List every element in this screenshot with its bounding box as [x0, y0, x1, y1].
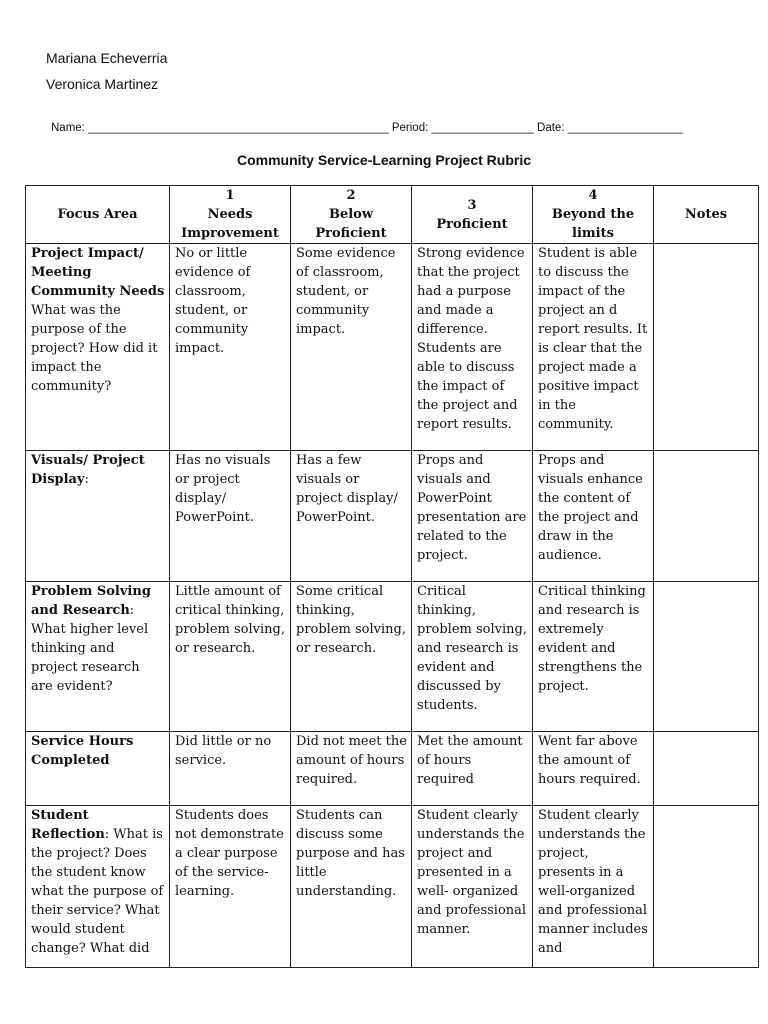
- table-row: [26, 806, 759, 968]
- notes-cell[interactable]: [654, 451, 759, 582]
- needs-improvement-cell: Has no visuals or project display/ PowerPoint.: [170, 451, 291, 582]
- focus-area-cell: [26, 732, 170, 806]
- focus-area-cell: [26, 244, 170, 451]
- column-label: Beyond the limits: [551, 207, 635, 241]
- needs-improvement-cell: Did little or no service.: [170, 732, 291, 806]
- column-number: 3: [467, 197, 477, 213]
- header-proficient: [412, 186, 533, 244]
- notes-cell[interactable]: [654, 806, 759, 968]
- column-label: Notes: [684, 207, 728, 222]
- notes-cell[interactable]: [654, 244, 759, 451]
- needs-improvement-cell: No or little evidence of classroom, student, or community impact.: [170, 244, 291, 451]
- author-name: Mariana Echeverria: [46, 50, 168, 66]
- focus-area-title: Project Impact/ Meeting Community Needs: [31, 246, 165, 299]
- proficient-cell: Props and visuals and PowerPoint presentation are related to the project.: [412, 451, 533, 582]
- column-number: 1: [225, 188, 235, 203]
- name-period-date-line: Name: _______________________________________________ Period: ________________ Date: __________________: [51, 122, 683, 134]
- proficient-cell: Met the amount of hours required: [412, 732, 533, 806]
- table-row: [26, 244, 759, 451]
- beyond-the-limits-cell: Student is able to discuss the impact of the project an d report results. It is clear that the project made a positive impact in the community.: [533, 244, 654, 451]
- focus-area-title: Service Hours Completed: [31, 734, 134, 768]
- beyond-the-limits-cell: Went far above the amount of hours required.: [533, 732, 654, 806]
- focus-area-question: :: [84, 472, 89, 487]
- author-name: Veronica Martinez: [46, 76, 159, 92]
- focus-area-cell: [26, 582, 170, 732]
- notes-cell[interactable]: [654, 732, 759, 806]
- header-notes: [654, 186, 759, 244]
- needs-improvement-cell: Little amount of critical thinking, problem solving, or research.: [170, 582, 291, 732]
- focus-area-cell: [26, 806, 170, 968]
- column-label: Below Proficient: [315, 207, 387, 241]
- header-below-proficient: [291, 186, 412, 244]
- column-number: 4: [588, 188, 598, 203]
- header-beyond-the-limits: [533, 186, 654, 244]
- header-focus-area: [26, 186, 170, 244]
- focus-area-question: What was the purpose of the project? How did it impact the community?: [31, 303, 158, 394]
- author-names: [46, 45, 167, 97]
- focus-area-question: : What higher level thinking and project research are evident?: [31, 603, 149, 694]
- table-row: [26, 582, 759, 732]
- document-title: Community Service-Learning Project Rubric: [236, 152, 532, 168]
- column-label: Proficient: [436, 216, 508, 232]
- beyond-the-limits-cell: Props and visuals enhance the content of the project and draw in the audience.: [533, 451, 654, 582]
- header-needs-improvement: [170, 186, 291, 244]
- proficient-cell: Critical thinking, problem solving, and research is evident and discussed by students.: [412, 582, 533, 732]
- focus-area-question: : What is the project? Does the student know what the purpose of their service? What would student change? What did: [31, 827, 164, 956]
- below-proficient-cell: Did not meet the amount of hours required.: [291, 732, 412, 806]
- focus-area-title: Student Reflection: [31, 808, 105, 842]
- table-row: [26, 732, 759, 806]
- proficient-cell: Student clearly understands the project and presented in a well- organized and professional manner.: [412, 806, 533, 968]
- column-label: Needs Improvement: [181, 207, 279, 241]
- column-number: 2: [346, 188, 356, 203]
- beyond-the-limits-cell: Critical thinking and research is extremely evident and strengthens the project.: [533, 582, 654, 732]
- below-proficient-cell: Students can discuss some purpose and has little understanding.: [291, 806, 412, 968]
- below-proficient-cell: Some evidence of classroom, student, or community impact.: [291, 244, 412, 451]
- beyond-the-limits-cell: Student clearly understands the project, presents in a well-organized and professional manner includes and: [533, 806, 654, 968]
- table-row: [26, 451, 759, 582]
- needs-improvement-cell: Students does not demonstrate a clear purpose of the service-learning.: [170, 806, 291, 968]
- column-label: Focus Area: [57, 207, 138, 222]
- below-proficient-cell: Has a few visuals or project display/ PowerPoint.: [291, 451, 412, 582]
- focus-area-title: Problem Solving and Research: [31, 584, 151, 618]
- proficient-cell: Strong evidence that the project had a purpose and made a difference. Students are able to discuss the impact of the project and report results.: [412, 244, 533, 451]
- notes-cell[interactable]: [654, 582, 759, 732]
- header-row: [26, 186, 759, 244]
- focus-area-cell: [26, 451, 170, 582]
- below-proficient-cell: Some critical thinking, problem solving, or research.: [291, 582, 412, 732]
- focus-area-title: Visuals/ Project Display: [31, 453, 145, 487]
- rubric-table: [25, 185, 759, 968]
